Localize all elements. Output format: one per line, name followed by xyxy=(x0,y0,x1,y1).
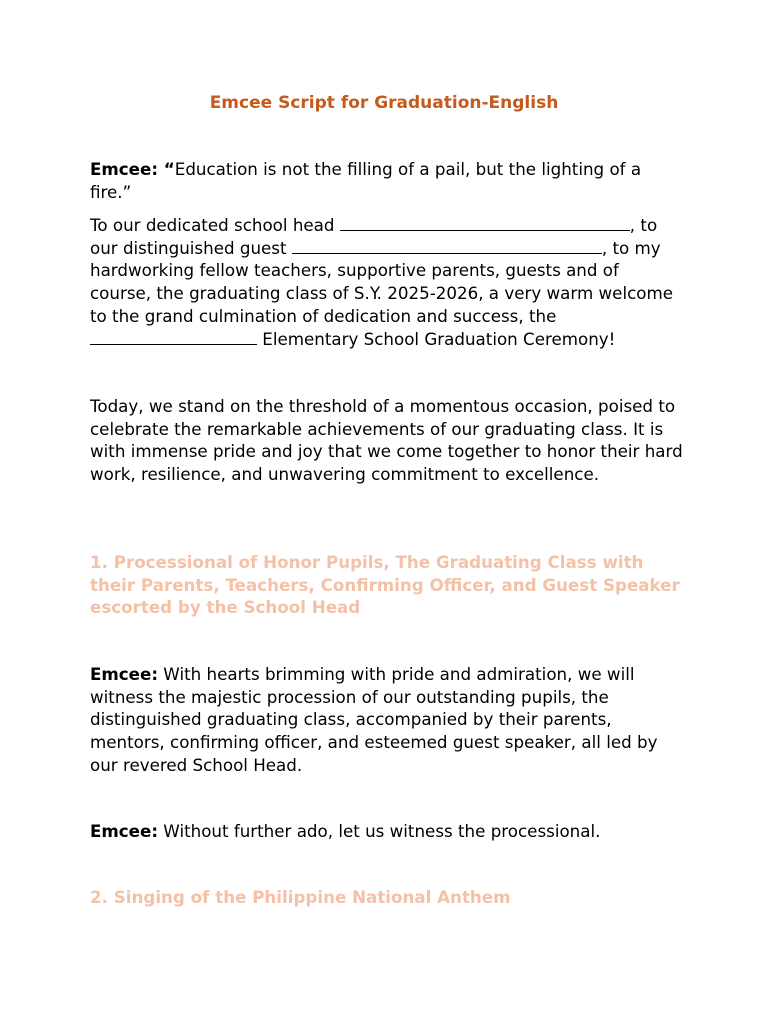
opening-quote xyxy=(90,158,684,203)
emcee-paragraph-2 xyxy=(90,820,684,843)
intro-paragraph: Today, we stand on the threshold of a momentous occasion, poised to celebrate the remarkable achievements of our graduating class. It is with immense pride and joy that we come together to honor their hard work, resilience, and unwavering commitment to excellence. xyxy=(90,396,683,485)
document-title: Emcee Script for Graduation-English xyxy=(209,93,559,113)
emcee-label: Emcee: xyxy=(90,664,158,684)
welcome-text-4: Elementary School Graduation Ceremony! xyxy=(257,328,616,349)
emcee-text: With hearts brimming with pride and admiration, we will witness the majestic procession of our outstanding pupils, the distinguished graduating class, accompanied by their parents, mentors, confirming officer, and esteemed guest speaker, all led by our revered School Head. xyxy=(90,664,658,775)
section-1-heading: 1. Processional of Honor Pupils, The Graduating Class with their Parents, Teachers, Confirming Officer, and Guest Speaker escorted by the School Head xyxy=(90,552,680,618)
quote-speaker: Emcee: “ xyxy=(90,159,175,179)
section-2-heading: 2. Singing of the Philippine National Anthem xyxy=(90,887,511,907)
emcee-paragraph-1 xyxy=(90,663,684,777)
emcee-label: Emcee: xyxy=(90,821,158,841)
quote-text: Education is not the filling of a pail, but the lighting of a fire.” xyxy=(90,159,642,202)
welcome-text-3: , to my hardworking fellow teachers, supportive parents, guests and of course, the graduating class of S.Y. 2025-2026, a very warm welcome to the grand culmination of dedication and success, the xyxy=(90,237,673,326)
emcee-text: Without further ado, let us witness the processional. xyxy=(158,821,601,841)
welcome-paragraph xyxy=(90,214,684,350)
guest-blank xyxy=(292,239,602,254)
welcome-text-1: To our dedicated school head xyxy=(90,215,340,235)
school-head-blank xyxy=(340,216,630,231)
welcome-text-2: , to our distinguished guest xyxy=(90,215,658,258)
school-name-blank xyxy=(90,330,257,345)
